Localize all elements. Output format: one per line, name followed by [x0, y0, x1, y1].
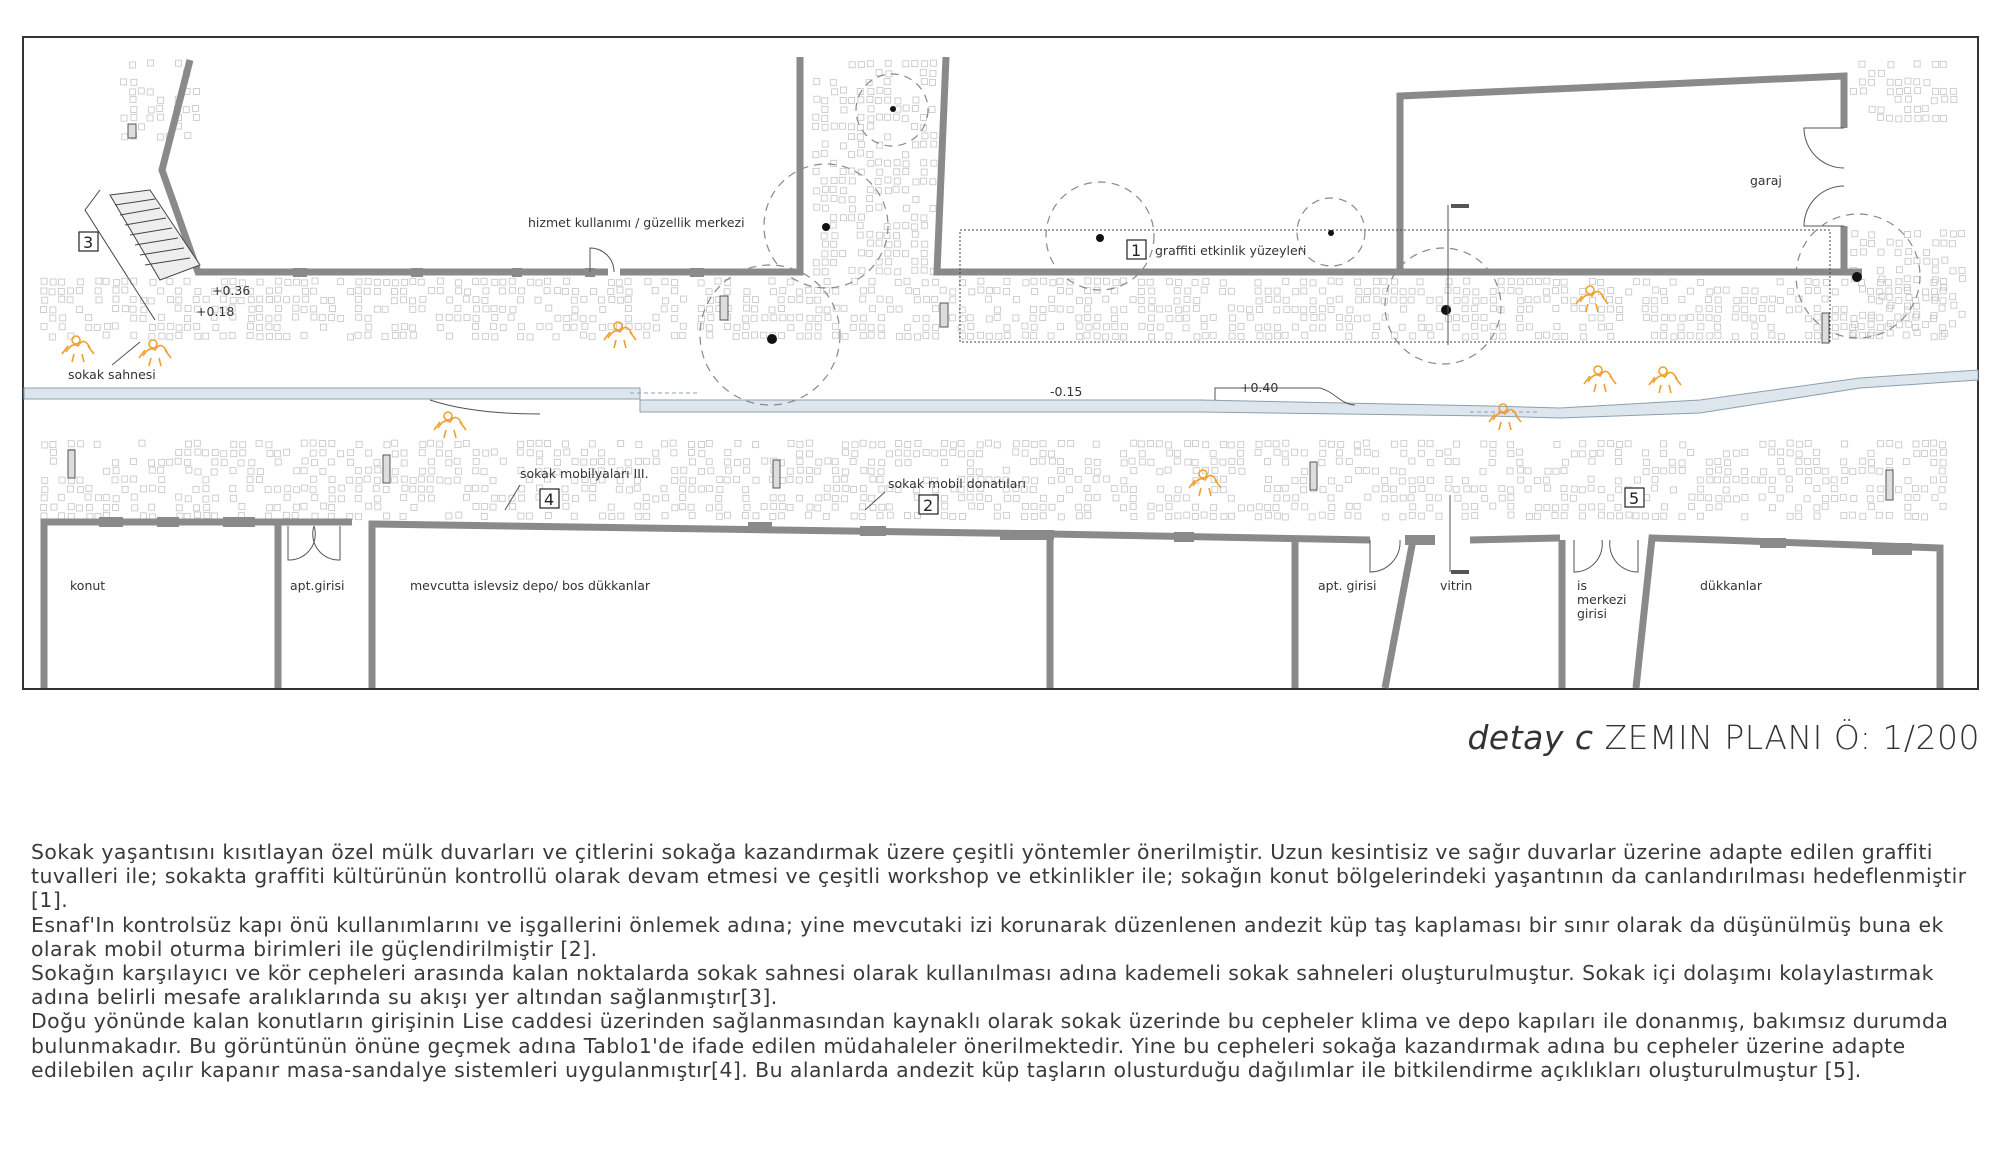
marker-4: 4 — [544, 490, 555, 509]
description-paragraph: Sokak yaşantısını kısıtlayan özel mülk duvarları ve çitlerini sokağa kazandırmak üzere çeşitli yöntemler önerilmiştir. Uzun kesintisiz ve sağır duvarlar üzerine adapte edilen graffiti tuvalleri ile; sokakta graffiti kültürünün kontrollü olarak devam etmesi ve çeşitli workshop ve etkinlikler ile; sokağın konut bölgelerindeki yaşantının da canlandırılması hedeflenmiştir [1]. — [31, 840, 1967, 913]
label-business-entrance: girisi — [1577, 606, 1608, 621]
label-mobile-equipment: sokak mobil donatıları — [888, 476, 1027, 491]
label-furniture: sokak mobilyaları III. — [520, 466, 649, 481]
label-service-use: hizmet kullanımı / güzellik merkezi — [528, 215, 745, 230]
signpost-head — [1451, 570, 1469, 574]
title-italic: detay c — [1467, 718, 1594, 757]
label-graffiti-surfaces: graffiti etkinlik yüzeyleri — [1155, 243, 1307, 258]
marker-1: 1 — [1131, 241, 1142, 260]
marker-2: 2 — [923, 496, 934, 515]
label-business-entrance: merkezi — [1577, 592, 1627, 607]
label-shops: dükkanlar — [1700, 578, 1762, 593]
label-garage: garaj — [1750, 173, 1782, 188]
drawing-title — [0, 718, 1980, 757]
title-main: ZEMIN PLANI Ö: 1/200 — [1604, 718, 1980, 757]
description-paragraph: Esnaf'In kontrolsüz kapı önü kullanımlarını ve işgallerini önlemek adına; yine mevcutaki izi korunarak düzenlenen andezit küp taş kaplaması bir sınır olarak da düşünülmüş buna ek olarak mobil oturma birimleri ile güçlendirilmiştir [2]. — [31, 912, 1944, 961]
label-residence: konut — [70, 578, 106, 593]
description-paragraph: Sokağın karşılayıcı ve kör cepheleri arasında kalan noktalarda sokak sahnesi olarak kullanılması adına kademeli sokak sahneleri oluşturulmuştur. Sokak içi dolaşımı kolaylastırmak adına belirli mesafe aralıklarında su akışı yer altından sağlanmıştır[3]. — [31, 961, 1934, 1010]
label-showcase: vitrin — [1440, 578, 1473, 593]
label-apt-entrance-1: apt.girisi — [290, 578, 345, 593]
level-mark: -0.15 — [1050, 384, 1083, 399]
label-street-stage: sokak sahnesi — [68, 367, 156, 382]
marker-5: 5 — [1629, 489, 1640, 508]
label-apt-entrance-2: apt. girisi — [1318, 578, 1377, 593]
signpost-head — [1451, 204, 1469, 208]
level-mark: +0.40 — [1240, 380, 1279, 395]
description-text — [31, 840, 1991, 1082]
label-depot-shops: mevcutta islevsiz depo/ bos dükkanlar — [410, 578, 650, 593]
marker-3: 3 — [83, 233, 94, 252]
label-business-entrance: is — [1577, 578, 1587, 593]
level-mark: +0.18 — [196, 304, 235, 319]
description-paragraph: Doğu yönünde kalan konutların girişinin Lise caddesi üzerinden sağlanmasından kaynaklı olarak sokak üzerinde bu cepheler klima ve depo kapıları ile donanmış, bakımsız durumda bulunmakadır. Bu görüntünün önüne geçmek adına Tablo1'de ifade edilen müdahaleler önerilmektedir. Yine bu cepheleri sokağa kazandırmak adına bu cepheler üzerine adapte edilebilen açılır kapanır masa-sandalye sistemleri uygulanmıştır[4]. Bu alanlarda andezit küp taşların olusturduğu dağılımlar ile bitkilendirme açıklıkları oluşturulmuştur [5]. — [31, 1009, 1949, 1082]
level-mark: +0.36 — [212, 283, 251, 298]
